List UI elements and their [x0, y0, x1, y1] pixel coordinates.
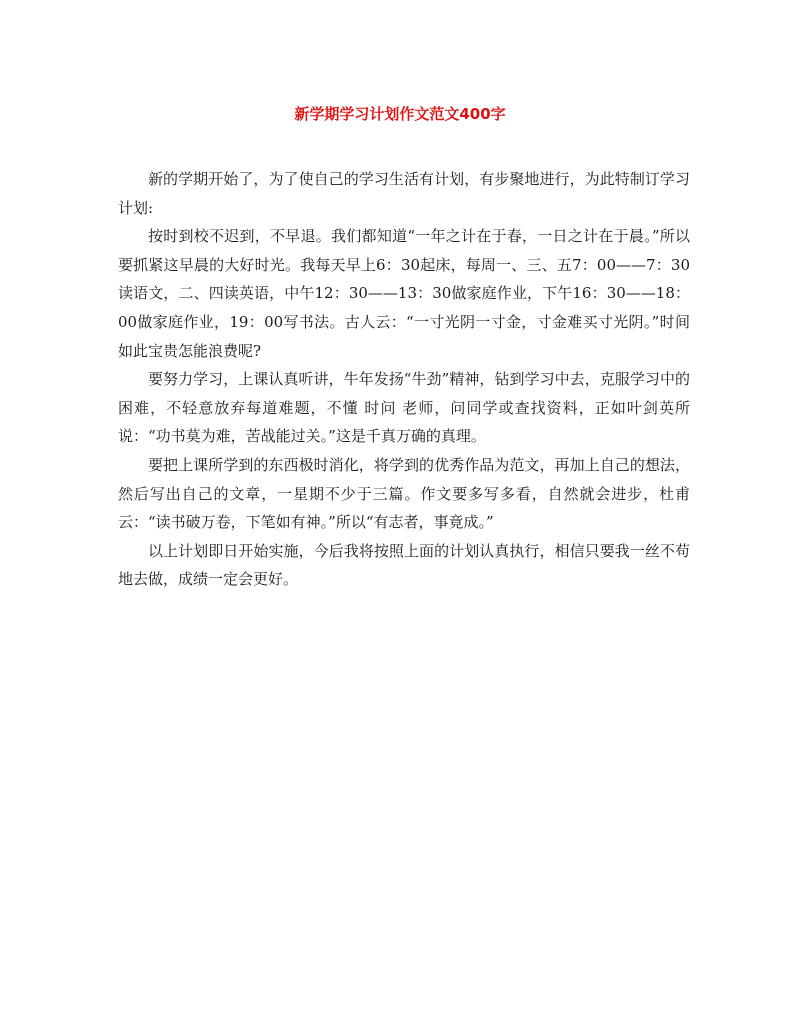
document-body — [118, 165, 690, 594]
paragraph-intro: 新的学期开始了，为了使自己的学习生活有计划，有步聚地进行，为此特制订学习计划: — [118, 170, 690, 217]
paragraph-study: 要努力学习，上课认真听讲，牛年发扬“牛劲”精神，钻到学习中去，克服学习中的困难，不轻意放弃每道难题，不懂 时问 老师，问同学或查找资料，正如叶剑英所说：“功书莫为难，苦战能过关。”这是千真万确的真理。 — [118, 370, 690, 446]
paragraph-writing: 要把上课所学到的东西极时消化，将学到的优秀作品为范文，再加上自己的想法，然后写出自己的文章，一星期不少于三篇。作文要多写多看，自然就会进步，杜甫云：“读书破万卷，下笔如有神。”所以“有志者，事竟成。” — [118, 455, 690, 532]
paragraph-conclusion: 以上计划即日开始实施，今后我将按照上面的计划认真执行，相信只要我一丝不苟地去做，成绩一定会更好。 — [118, 541, 690, 589]
paragraph-schedule: 按时到校不迟到，不早退。我们都知道“一年之计在于春，一日之计在于晨。”所以要抓紧这早晨的大好时光。我每天早上6：30起床，每周一、三、五7：00——7：30读语文，二、四读英语，中午12：30——13：30做家庭作业，下午16：30——18：00做家庭作业，19：00写书法。古人云：“一寸光阴一寸金，寸金难买寸光阴。”时间如此宝贵怎能浪费呢? — [118, 227, 690, 360]
document-title: 新学期学习计划作文范文400字 — [294, 105, 506, 123]
